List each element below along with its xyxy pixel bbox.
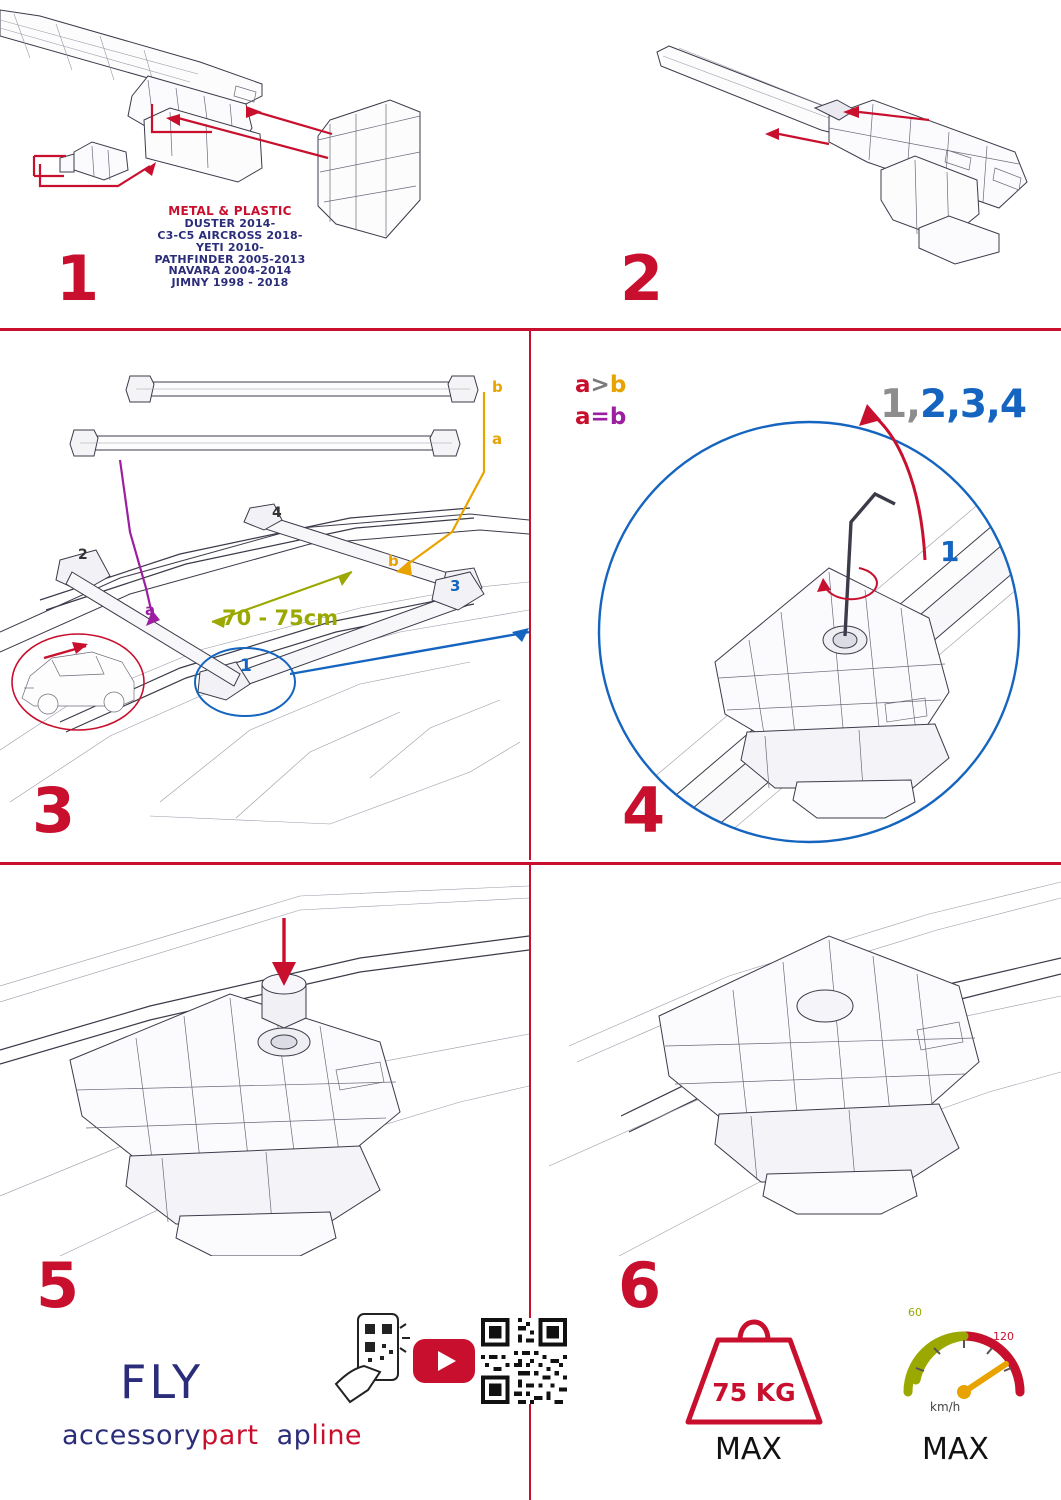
- speed-max-label: MAX: [922, 1432, 989, 1467]
- weight-max-label: MAX: [715, 1432, 782, 1467]
- vehicle-2: YETI 2010-: [195, 240, 265, 254]
- marker-foot-1: 1: [240, 656, 252, 676]
- step-number-6: 6: [618, 1249, 661, 1322]
- panel-6-illustration: [529, 866, 1061, 1256]
- panel-4-callout-1: 1: [940, 535, 960, 568]
- vehicle-5: JIMNY 1998 - 2018: [171, 276, 289, 290]
- brand-ap: ap: [276, 1420, 312, 1451]
- youtube-icon[interactable]: [412, 1338, 476, 1384]
- relation-left-a: a: [575, 372, 591, 398]
- panel-2-illustration: [529, 0, 1061, 328]
- speed-unit-label: km/h: [930, 1400, 961, 1414]
- marker-bar-b-top: b: [492, 378, 503, 396]
- marker-bar-a-top: a: [492, 430, 503, 448]
- brand-lineword: line: [311, 1420, 363, 1451]
- brand-tagline: [62, 1420, 362, 1451]
- marker-foot-3: 3: [450, 577, 461, 595]
- seq-rest: 2,3,4: [919, 382, 1026, 427]
- step-number-1: 1: [56, 242, 99, 315]
- note-title: METAL & PLASTIC: [168, 204, 292, 218]
- vehicle-0: DUSTER 2014-: [184, 216, 276, 230]
- step-number-5: 5: [36, 1249, 79, 1322]
- marker-foot-2: 2: [78, 547, 88, 563]
- panel-3-illustration: [0, 332, 529, 862]
- qr-code: [481, 1318, 567, 1404]
- brand-name-fly: FLY: [120, 1355, 204, 1409]
- gauge-tick-120: 120: [993, 1330, 1014, 1343]
- vehicle-3: PATHFINDER 2005-2013: [154, 252, 306, 266]
- vehicle-4: NAVARA 2004-2014: [168, 264, 292, 278]
- relation-eq-right-b: b: [609, 404, 627, 430]
- relation-eq-left-a: a: [575, 404, 591, 430]
- panel-1-compatibility-note: [110, 205, 350, 289]
- brand-part: part: [201, 1420, 259, 1451]
- weight-limit-icon: [674, 1300, 834, 1430]
- step-order-sequence: [880, 382, 1026, 427]
- marker-roof-a: a: [145, 601, 156, 619]
- step-number-2: 2: [620, 242, 663, 315]
- phone-qr-scan-icon: [334, 1310, 414, 1410]
- marker-foot-4: 4: [272, 505, 282, 521]
- relation-operator-eq: =: [590, 404, 610, 430]
- weight-limit-value: 75 KG: [712, 1378, 796, 1407]
- marker-roof-b: b: [388, 552, 399, 570]
- relation-operator-gt: >: [590, 372, 610, 398]
- panel-5-illustration: [0, 866, 529, 1256]
- step-number-3: 3: [32, 774, 75, 847]
- brand-accessory: accessory: [62, 1420, 202, 1451]
- step-number-4: 4: [622, 774, 665, 847]
- vehicle-1: C3-C5 AIRCROSS 2018-: [157, 228, 303, 242]
- relation-right-b: b: [609, 372, 627, 398]
- crossbar-distance-label: 70 - 75cm: [222, 606, 339, 630]
- gauge-tick-60: 60: [908, 1306, 922, 1319]
- seq-1: 1,: [880, 382, 920, 427]
